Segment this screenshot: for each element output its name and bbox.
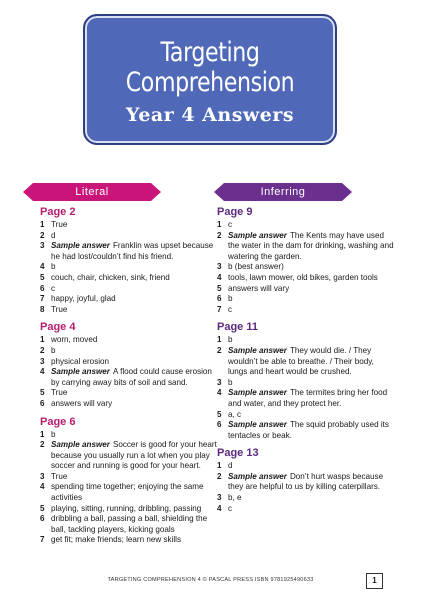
section-title: Page 4 [40, 321, 76, 334]
answer-body: c [51, 283, 56, 293]
answer-text [228, 420, 395, 441]
answer-item [217, 420, 395, 441]
answer-number: 3 [40, 356, 45, 366]
answer-item [40, 305, 218, 316]
answer-item [40, 284, 218, 295]
answer-number: 2 [217, 230, 222, 240]
answer-number: 3 [217, 377, 222, 387]
answer-number: 2 [40, 440, 45, 450]
answer-text [51, 514, 218, 535]
answer-number: 2 [217, 345, 222, 355]
answer-number: 5 [40, 503, 45, 513]
answer-body: d [228, 461, 233, 471]
answer-body: b [51, 345, 56, 355]
answer-number: 3 [217, 262, 222, 272]
answer-body: True [51, 304, 68, 314]
answer-text [51, 241, 218, 262]
answer-number: 3 [217, 493, 222, 503]
section-title: Page 6 [40, 415, 76, 428]
answer-body: spending time together; enjoying the same activities [51, 482, 204, 503]
answer-text [51, 430, 218, 441]
sample-answer-label: Sample answer [51, 440, 110, 450]
answer-text [228, 284, 395, 295]
answer-text [228, 262, 395, 273]
answer-text [51, 440, 218, 472]
banner-subtitle: Year 4 Answers [125, 104, 295, 126]
answer-number: 8 [40, 304, 45, 314]
answer-text [51, 284, 218, 295]
answer-text [51, 220, 218, 231]
answer-text [228, 504, 395, 515]
answer-text [51, 262, 218, 273]
answer-body: b [228, 335, 233, 345]
answer-number: 1 [40, 429, 45, 439]
footer-text: TARGETING COMPREHENSION 4 © PASCAL PRESS ISBN 9781925490633 [107, 577, 314, 583]
answer-section [217, 447, 395, 514]
answer-number: 4 [40, 262, 45, 272]
answer-number: 3 [40, 471, 45, 481]
answer-number: 7 [40, 294, 45, 304]
tag-arrow-right [151, 183, 161, 201]
answer-item [217, 335, 395, 346]
answer-item [40, 231, 218, 242]
answer-text [51, 482, 218, 503]
answer-number: 6 [217, 294, 222, 304]
answer-item [217, 294, 395, 305]
answer-section [40, 321, 218, 409]
answer-number: 7 [40, 535, 45, 545]
answer-text [51, 231, 218, 242]
section-title: Page 13 [217, 447, 259, 460]
answer-number: 4 [217, 272, 222, 282]
answer-body: c [228, 304, 233, 314]
answer-body: b [228, 377, 233, 387]
answer-text [51, 367, 218, 388]
answer-text [51, 388, 218, 399]
answer-body: worn, moved [51, 335, 98, 345]
answer-item [40, 273, 218, 284]
answer-text [228, 388, 395, 409]
sample-answer-label: Sample answer [51, 241, 110, 251]
answer-number: 1 [217, 220, 222, 229]
answer-text [51, 504, 218, 515]
answer-number: 6 [217, 420, 222, 430]
sample-answer-label: Sample answer [228, 388, 287, 398]
answer-number: 2 [40, 230, 45, 240]
answer-text [228, 231, 395, 263]
answer-item [40, 514, 218, 535]
answer-number: 5 [217, 409, 222, 419]
answer-item [217, 273, 395, 284]
answer-item [40, 399, 218, 410]
answer-number: 3 [40, 241, 45, 251]
sample-answer-label: Sample answer [51, 367, 110, 377]
answer-item [217, 472, 395, 493]
answer-text [228, 346, 395, 378]
answer-number: 1 [40, 220, 45, 229]
answer-text [51, 399, 218, 410]
answer-section [217, 206, 395, 315]
answer-body: True [51, 220, 68, 229]
inferring-answers-column [217, 206, 395, 514]
answer-text [51, 335, 218, 346]
answer-body: happy, joyful, glad [51, 294, 116, 304]
answer-text [228, 461, 395, 472]
answer-text [51, 472, 218, 483]
answer-body: couch, chair, chicken, sink, friend [51, 272, 170, 282]
answer-body: playing, sitting, running, dribbling, passing [51, 503, 202, 513]
answer-number: 1 [217, 335, 222, 345]
tag-arrow-left [214, 183, 224, 201]
answer-body: True [51, 388, 68, 398]
answer-text [51, 357, 218, 368]
answer-text [228, 335, 395, 346]
answer-text [228, 294, 395, 305]
answer-item [40, 482, 218, 503]
answer-number: 4 [217, 388, 222, 398]
answer-text [51, 305, 218, 316]
answer-body: c [228, 503, 233, 513]
answer-body: b (best answer) [228, 262, 284, 272]
answer-item [40, 535, 218, 546]
answer-text [228, 410, 395, 421]
answer-number: 6 [40, 398, 45, 408]
answer-body: c [228, 220, 233, 229]
answer-number: 5 [40, 272, 45, 282]
literal-tag-label: Literal [75, 186, 109, 198]
answer-body: A flood could cause erosion by carrying away bits of soil and sand. [51, 367, 212, 387]
answer-body: b [228, 294, 233, 304]
answer-item [217, 262, 395, 273]
answer-body: b [51, 429, 56, 439]
inferring-tag [224, 183, 342, 201]
tag-arrow-left [23, 183, 33, 201]
sample-answer-label: Sample answer [228, 345, 287, 355]
answer-text [228, 472, 395, 493]
page-number: 1 [366, 573, 383, 589]
answer-text [228, 378, 395, 389]
answer-number: 6 [40, 283, 45, 293]
answer-section [217, 321, 395, 441]
answer-item [40, 220, 218, 231]
answer-number: 1 [40, 335, 45, 345]
answer-body: a, c [228, 409, 242, 419]
answer-body: The Kents may have used the water in the dam for drinking, washing and watering the garden. [228, 230, 394, 261]
answer-item [40, 357, 218, 368]
answer-text [51, 346, 218, 357]
answer-item [217, 461, 395, 472]
answer-number: 7 [217, 304, 222, 314]
answer-item [217, 305, 395, 316]
literal-tag [33, 183, 151, 201]
answer-item [217, 504, 395, 515]
answer-item [217, 284, 395, 295]
answer-body: Don’t hurt wasps because they are helpful to us by killing caterpillars. [228, 471, 384, 492]
answer-item [217, 493, 395, 504]
inferring-tag-label: Inferring [260, 186, 306, 198]
answer-body: b [51, 262, 56, 272]
answer-item [40, 346, 218, 357]
answer-item [40, 367, 218, 388]
answer-number: 5 [40, 388, 45, 398]
answer-number: 6 [40, 514, 45, 524]
answer-item [217, 220, 395, 231]
answer-number: 5 [217, 283, 222, 293]
answer-item [40, 262, 218, 273]
answer-item [217, 388, 395, 409]
answer-text [51, 294, 218, 305]
banner-title-line1: Targeting [160, 37, 260, 68]
answer-number: 2 [217, 471, 222, 481]
answer-section [40, 206, 218, 315]
answer-item [40, 294, 218, 305]
section-title: Page 9 [217, 206, 253, 218]
answer-body: b, e [228, 493, 242, 503]
answer-number: 2 [40, 345, 45, 355]
answer-body: They would die. / They wouldn’t be able to breathe. / Their body, lungs and heart would be crushed. [228, 345, 374, 377]
answer-body: The squid probably used its tentacles or beak. [228, 420, 389, 440]
answer-item [40, 440, 218, 472]
answer-item [40, 335, 218, 346]
section-title: Page 11 [217, 321, 258, 334]
answer-body: physical erosion [51, 356, 110, 366]
answer-item [40, 241, 218, 262]
literal-answers-column [40, 206, 218, 546]
answer-item [217, 378, 395, 389]
sample-answer-label: Sample answer [228, 471, 287, 481]
answer-text [228, 493, 395, 504]
answer-body: Soccer is good for your heart because you usually run a lot when you play soccer and running is good for your heart. [51, 440, 217, 471]
answer-text [228, 273, 395, 284]
section-title: Page 2 [40, 206, 76, 218]
answer-body: get fit; make friends; learn new skills [51, 535, 182, 545]
answer-text [51, 535, 218, 546]
answer-body: True [51, 471, 68, 481]
answer-section [40, 416, 218, 547]
answer-number: 1 [217, 461, 222, 471]
answer-text [228, 220, 395, 231]
answer-text [51, 273, 218, 284]
answer-item [40, 430, 218, 441]
answer-number: 4 [40, 482, 45, 492]
answer-text [228, 305, 395, 316]
answer-body: d [51, 230, 56, 240]
answer-body: answers will vary [51, 398, 113, 408]
title-banner [83, 14, 337, 145]
banner-title-line2: Comprehension [125, 67, 295, 98]
sample-answer-label: Sample answer [228, 230, 287, 240]
answer-body: tools, lawn mower, old bikes, garden tools [228, 272, 378, 282]
answer-item [40, 388, 218, 399]
answer-body: answers will vary [228, 283, 290, 293]
answer-item [40, 504, 218, 515]
answer-body: Franklin was upset because he had lost/couldn’t find his friend. [51, 241, 214, 261]
answer-body: The termites bring her food and water, and they protect her. [228, 388, 388, 408]
answer-item [40, 472, 218, 483]
answer-number: 4 [40, 367, 45, 377]
answer-item [217, 346, 395, 378]
answer-body: dribbling a ball, passing a ball, shielding the ball, tackling players, kicking goals [51, 514, 208, 534]
tag-arrow-right [342, 183, 352, 201]
sample-answer-label: Sample answer [228, 420, 287, 430]
answer-item [217, 231, 395, 263]
answer-item [217, 410, 395, 421]
answer-number: 4 [217, 503, 222, 513]
